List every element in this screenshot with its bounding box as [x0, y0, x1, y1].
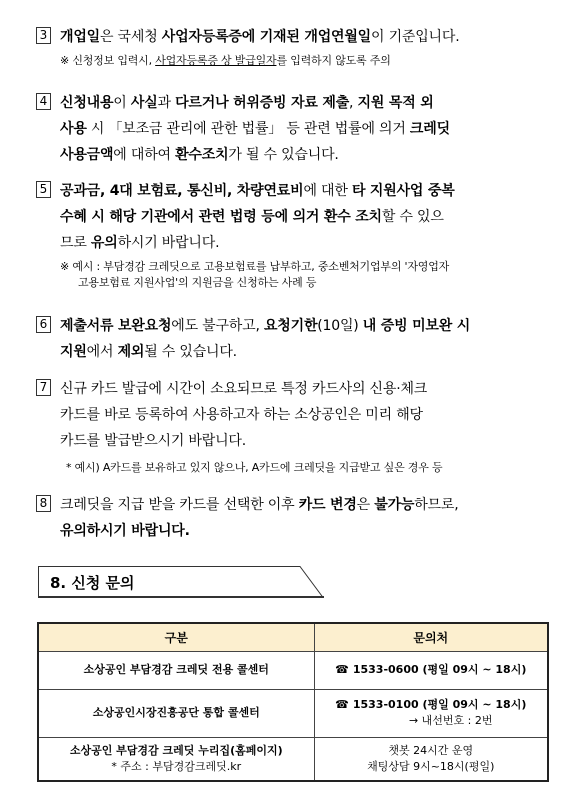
- phone-icon: ☎: [335, 663, 349, 676]
- text-run: 신규 카드 발급에 시간이 소요되므로 특정 카드사의 신용·체크: [60, 381, 428, 397]
- text-run: 개업일: [60, 29, 100, 45]
- text-run: 과: [157, 95, 176, 111]
- notice-item-8: [36, 492, 552, 544]
- item-note: [66, 460, 552, 476]
- text-run: 유의하시기 바랍니다.: [60, 523, 190, 539]
- text-run: 할 수 있으: [381, 209, 444, 225]
- notice-item-7: [36, 376, 552, 476]
- chat-hours: 채팅상담 9시~18시(평일): [367, 759, 495, 773]
- text-run: 크레딧: [409, 121, 450, 137]
- extension-number: → 내선번호 : 2번: [408, 714, 493, 727]
- text-run: (10일): [317, 318, 363, 334]
- notice-item-5: [36, 178, 552, 291]
- section-header: [38, 566, 324, 598]
- contact-number: 1533-0100 (평일 09시 ~ 18시): [352, 698, 527, 711]
- item-text: [60, 313, 552, 365]
- item-number: 6: [36, 316, 51, 333]
- text-run: 에도 불구하고,: [171, 318, 264, 334]
- text-line: [60, 518, 552, 544]
- text-run: 카드를 발급받으시기 바랍니다.: [60, 433, 246, 449]
- homepage-name: 소상공인 부담경감 크레딧 누리집(홈페이지): [69, 743, 283, 757]
- text-run: 사실: [130, 95, 158, 111]
- item-number: 4: [36, 93, 51, 110]
- table-row: [38, 689, 548, 737]
- text-run: ※ 신청정보 입력시,: [60, 54, 156, 67]
- text-run: 환수조치: [175, 147, 229, 163]
- text-run: 가 될 수 있습니다.: [228, 147, 339, 163]
- text-line: [60, 492, 552, 518]
- text-run: 크레딧을 지급 받을 카드를 선택한 이후: [60, 497, 299, 513]
- text-run: 사용금액: [60, 147, 114, 163]
- text-run: ,: [349, 95, 358, 111]
- notice-item-4: [36, 90, 552, 168]
- item-note: [60, 53, 552, 69]
- text-run: 내 증빙 미보완 시: [362, 318, 471, 334]
- text-line: [60, 376, 552, 402]
- contact-info: [314, 737, 548, 781]
- text-run: 지원: [60, 344, 87, 360]
- text-run: 은 국세청: [99, 29, 162, 45]
- text-run: 카드 변경: [298, 497, 357, 513]
- text-run: 사용: [60, 121, 87, 137]
- item-number: 5: [36, 181, 51, 198]
- table-row: [38, 737, 548, 781]
- contact-info: [314, 689, 548, 737]
- item-text: [60, 90, 552, 168]
- text-run: 신청내용: [60, 95, 114, 111]
- text-run: 지원 목적 외: [357, 95, 434, 111]
- text-line: [60, 204, 552, 230]
- text-run: 이 기준입니다.: [371, 29, 460, 45]
- text-run: 므로: [60, 235, 91, 251]
- text-run: 시 「보조금 관리에 관한 법률」 등 관련 법률에 의거: [86, 121, 410, 137]
- text-run: 를 입력하지 않도록 주의: [276, 54, 391, 67]
- text-run: 될 수 있습니다.: [144, 344, 237, 360]
- text-run: 수혜 시 해당 기관에서 관련 법령 등에 의거 환수 조치: [60, 209, 382, 225]
- item-note: [60, 259, 552, 291]
- notice-item-6: [36, 313, 552, 365]
- homepage-address: * 주소 : 부담경감크레딧.kr: [111, 759, 242, 773]
- item-text: [60, 24, 552, 50]
- phone-icon: ☎: [335, 698, 349, 711]
- text-line: [60, 178, 552, 204]
- text-run: 유의: [90, 235, 118, 251]
- text-line: [60, 230, 552, 256]
- text-run: 하시기 바랍니다.: [117, 235, 220, 251]
- section-title: 8. 신청 문의: [50, 574, 135, 592]
- item-text: [60, 178, 552, 256]
- item-number: 3: [36, 27, 51, 44]
- text-line: [60, 402, 552, 428]
- item-text: [60, 376, 552, 454]
- text-run: 제출서류 보완요청: [60, 318, 172, 334]
- text-line: [60, 142, 552, 168]
- contact-name: 소상공인 부담경감 크레딧 전용 콜센터: [38, 651, 314, 689]
- text-run: 카드를 바로 등록하여 사용하고자 하는 소상공인은 미리 해당: [60, 407, 423, 423]
- text-run: 사업자등록증 상 발급일자: [155, 54, 277, 67]
- contact-name: 소상공인시장진흥공단 통합 콜센터: [38, 689, 314, 737]
- text-run: 다르거나 허위증빙 자료 제출: [175, 95, 350, 111]
- text-line: [60, 339, 552, 365]
- contact-table: [37, 622, 549, 782]
- item-text: [60, 492, 552, 544]
- text-line: [60, 116, 552, 142]
- text-run: 에서: [86, 344, 118, 360]
- item-number: 7: [36, 379, 51, 396]
- text-run: 에 대한: [303, 183, 352, 199]
- text-run: 불가능: [374, 497, 415, 513]
- text-line: [60, 428, 552, 454]
- note-line: ※ 예시 : 부담경감 크레딧으로 고용보험료를 납부하고, 중소벤처기업부의 '자영업자: [60, 260, 450, 273]
- text-run: 에 대하여: [113, 147, 176, 163]
- text-run: * 예시) A카드를 보유하고 있지 않으나, A카드에 크레딧을 지급받고 싶은 경우 등: [66, 461, 443, 474]
- text-line: [60, 24, 552, 50]
- item-number: 8: [36, 495, 51, 512]
- note-line: 고용보험료 지원사업'의 지원금을 신청하는 사례 등: [78, 276, 317, 289]
- contact-info: [314, 651, 548, 689]
- column-header: 문의처: [314, 623, 548, 651]
- table-header-row: [38, 623, 548, 651]
- text-run: 공과금, 4대 보험료, 통신비, 차량연료비: [60, 183, 304, 199]
- column-header: 구분: [38, 623, 314, 651]
- table-row: [38, 651, 548, 689]
- text-line: [60, 90, 552, 116]
- text-run: 하므로,: [414, 497, 459, 513]
- text-run: 사업자등록증에 기재된 개업연월일: [161, 29, 371, 45]
- text-run: 은: [356, 497, 375, 513]
- chatbot-hours: 챗봇 24시간 운영: [388, 743, 474, 757]
- text-run: 타 지원사업 중복: [351, 183, 455, 199]
- text-line: [60, 313, 552, 339]
- text-run: 요청기한: [263, 318, 318, 334]
- contact-name: [38, 737, 314, 781]
- contact-number: 1533-0600 (평일 09시 ~ 18시): [352, 663, 527, 676]
- text-run: 이: [113, 95, 131, 111]
- notice-item-3: [36, 24, 552, 69]
- text-run: 제외: [117, 344, 145, 360]
